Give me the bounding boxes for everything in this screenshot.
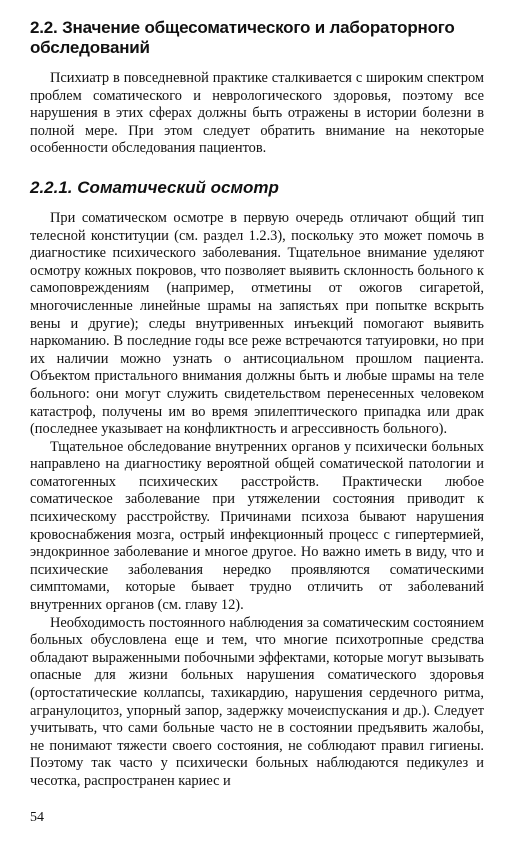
section-title: Значение общесоматического и лабораторного обследований <box>30 18 455 57</box>
subsection-number: 2.2.1. <box>30 177 73 197</box>
section-heading <box>30 18 484 58</box>
page-number: 54 <box>30 810 44 825</box>
intro-paragraph: Психиатр в повседневной практике сталкивается с широким спектром проблем соматического и неврологического здоровья, поэтому все нарушения в этих сферах должны быть отражены в истории болезни в полной мере. При этом следует обратить внимание на некоторые особенности обследования пациентов. <box>30 70 484 157</box>
subsection-heading <box>30 178 484 198</box>
section-number: 2.2. <box>30 18 58 37</box>
subsection-title: Соматический осмотр <box>77 177 279 197</box>
body-paragraph-2: Тщательное обследование внутренних органов у психически больных направлено на диагностику вероятной общей соматической патологии и соматогенных психических расстройств. Практически любое соматическое заболевание при утяжелении состояния приводит к психическому расстройству. Причинами психоза бывают нарушения кровоснабжения мозга, острый инфекционный процесс с гипертермией, эндокринное заболевание и многое другое. Но важно иметь в виду, что и психические заболевания нередко проявляются соматическими симптомами, которые бывает трудно отличить от заболеваний внутренних органов (см. главу 12). <box>30 438 484 614</box>
body-paragraph-1: При соматическом осмотре в первую очередь отличают общий тип телесной конституции (см. раздел 1.2.3), поскольку это может помочь в диагностике психического заболевания. Тщательное внимание уделяют осмотру кожных покровов, что позволяет выявить склонность больного к самоповреждениям (например, отметины от ожогов сигаретой, многочисленные линейные шрамы на запястьях при попытке вскрыть вены и другие); следы внутривенных инъекций помогают выявить наркоманию. В последние годы все реже встречаются татуировки, но при их наличии можно узнать о антисоциальном прошлом пациента. Объектом пристального внимания должны быть и любые шрамы на теле больного: они могут служить свидетельством перенесенных человеком катастроф, получены им во время эпилептического припадка или драк (последнее указывает на конфликтность и агрессивность больного). <box>30 209 484 438</box>
body-paragraph-3: Необходимость постоянного наблюдения за соматическим состоянием больных обусловлена еще и тем, что многие психотропные средства обладают выраженными побочными эффектами, которые могут вызывать опасные для жизни больных нарушения соматического здоровья (ортостатические коллапсы, тахикардию, нарушения сердечного ритма, агранулоцитоз, упорный запор, задержку мочеиспускания и др.). Следует учитывать, что сами больные часто не в состоянии предъявить жалобы, не понимают тяжести своего состояния, не соблюдают правил гигиены. Поэтому так часто у психически больных наблюдаются педикулез и чесотка, распространен кариес и <box>30 614 484 789</box>
